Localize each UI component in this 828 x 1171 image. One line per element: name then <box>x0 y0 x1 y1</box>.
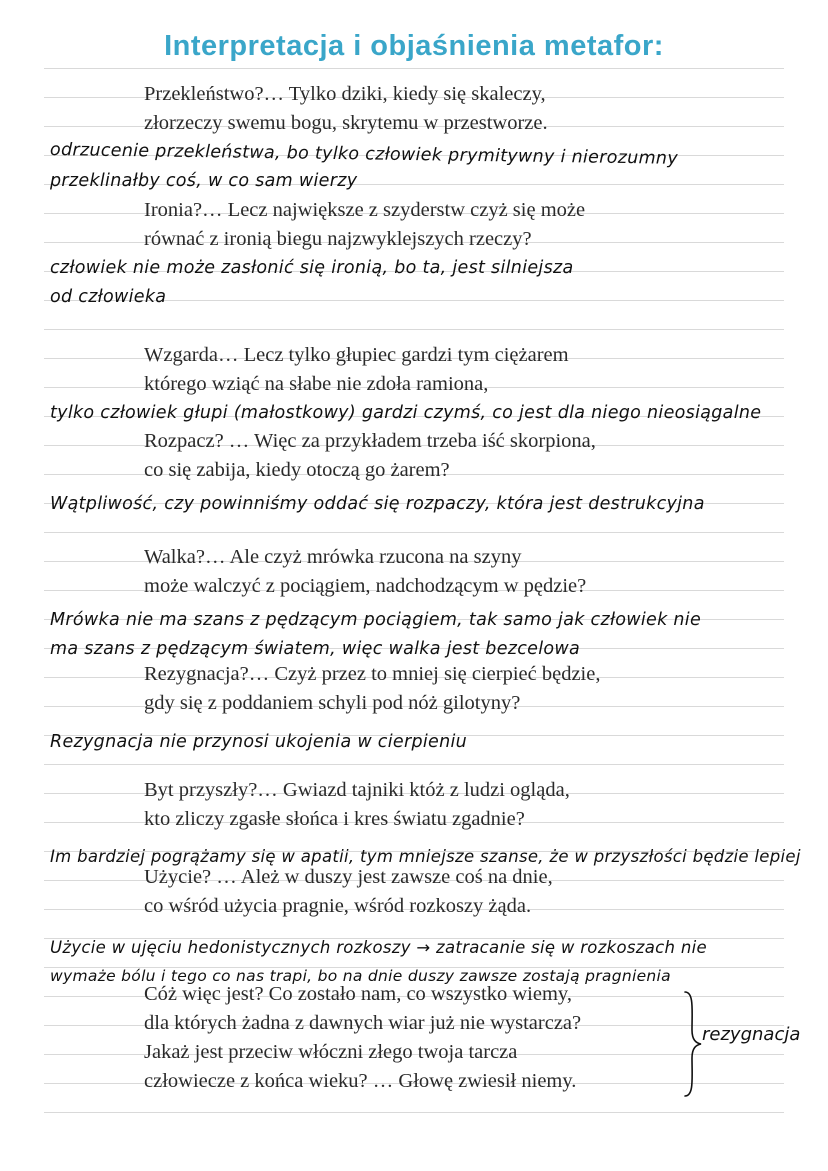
handwritten-note: Użycie w ujęciu hedonistycznych rozkoszy → zatracanie się w rozkoszach nie <box>50 938 707 957</box>
poem-line: Wzgarda… Lecz tylko głupiec gardzi tym ciężarem <box>144 344 569 366</box>
poem-line: dla których żadna z dawnych wiar już nie wystarcza? <box>144 1012 582 1034</box>
poem-line: gdy się z poddaniem schyli pod nóż gilotyny? <box>144 692 521 714</box>
poem-line: Rozpacz? … Więc za przykładem trzeba iść skorpiona, <box>144 430 596 452</box>
poem-line: człowiecze z końca wieku? … Głowę zwiesił niemy. <box>144 1070 577 1092</box>
poem-line: Użycie? … Ależ w duszy jest zawsze coś na dnie, <box>144 866 553 888</box>
handwritten-note: ma szans z pędzącym światem, więc walka jest bezcelowa <box>50 639 581 659</box>
poem-line: złorzeczy swemu bogu, skrytemu w przestworze. <box>144 112 548 134</box>
handwritten-note: przeklinałby coś, w co sam wierzy <box>50 171 358 191</box>
poem-line: którego wziąć na słabe nie zdoła ramiona, <box>144 373 489 395</box>
side-note: rezygnacja <box>702 1024 801 1045</box>
handwritten-note: człowiek nie może zasłonić się ironią, bo ta, jest silniejsza <box>50 258 574 278</box>
poem-line: Walka?… Ale czyż mrówka rzucona na szyny <box>144 546 522 568</box>
handwritten-note: od człowieka <box>50 287 167 307</box>
poem-line: Cóż więc jest? Co zostało nam, co wszystko wiemy, <box>144 983 572 1005</box>
page-title: Interpretacja i objaśnienia metafor: <box>150 30 678 63</box>
poem-line: Przekleństwo?… Tylko dziki, kiedy się skaleczy, <box>144 83 546 105</box>
poem-line: Byt przyszły?… Gwiazd tajniki któż z ludzi ogląda, <box>144 779 570 801</box>
poem-line: Ironia?… Lecz największe z szyderstw czyż się może <box>144 199 586 221</box>
poem-line: Jakaż jest przeciw włóczni złego twoja tarcza <box>144 1041 518 1063</box>
poem-line: co wśród użycia pragnie, wśród rozkoszy żąda. <box>144 895 532 917</box>
poem-line: Rezygnacja?… Czyż przez to mniej się cierpieć będzie, <box>144 663 601 685</box>
handwritten-note: Mrówka nie ma szans z pędzącym pociągiem, tak samo jak człowiek nie <box>50 610 702 630</box>
poem-line: co się zabija, kiedy otoczą go żarem? <box>144 459 450 481</box>
handwritten-note: Rezygnacja nie przynosi ukojenia w cierpieniu <box>50 732 468 752</box>
poem-line: kto zliczy zgasłe słońca i kres światu zgadnie? <box>144 808 525 830</box>
handwritten-note: Im bardziej pogrążamy się w apatii, tym mniejsze szanse, że w przyszłości będzie lepiej <box>50 847 801 866</box>
poem-line: może walczyć z pociągiem, nadchodzącym w pędzie? <box>144 575 587 597</box>
curly-brace <box>682 990 704 1098</box>
poem-line: równać z ironią biegu najzwyklejszych rzeczy? <box>144 228 532 250</box>
handwritten-note: wymaże bólu i tego co nas trapi, bo na dnie duszy zawsze zostają pragnienia <box>50 967 671 985</box>
handwritten-note: odrzucenie przekleństwa, bo tylko człowiek prymitywny i nierozumny <box>49 140 679 169</box>
handwritten-note: tylko człowiek głupi (małostkowy) gardzi czymś, co jest dla niego nieosiągalne <box>50 403 762 423</box>
handwritten-note: Wątpliwość, czy powinniśmy oddać się rozpaczy, która jest destrukcyjna <box>50 494 705 514</box>
